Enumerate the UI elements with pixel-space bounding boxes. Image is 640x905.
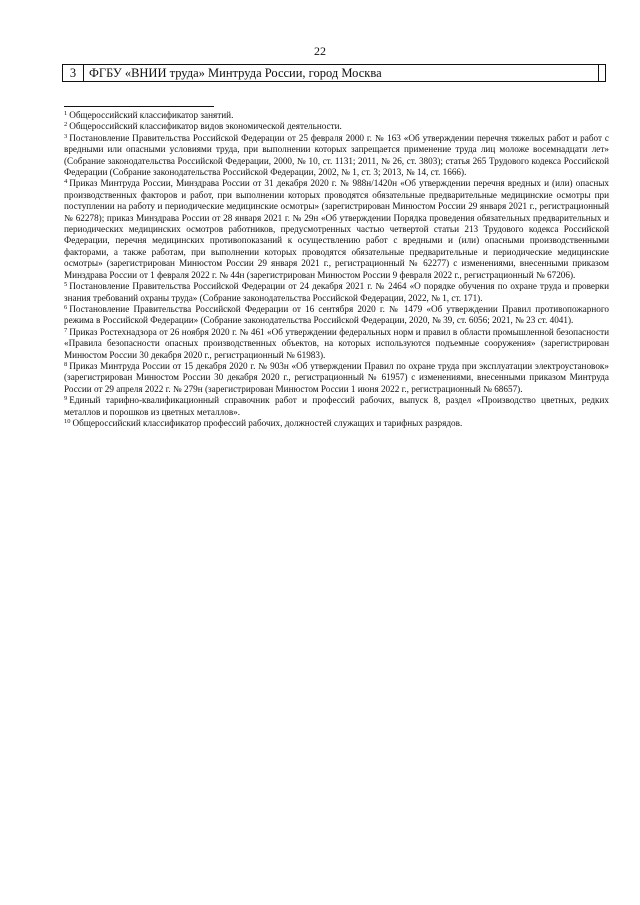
footnote-mark: 1: [64, 110, 68, 117]
footnote-text: Постановление Правительства Российской Федерации от 16 сентября 2020 г. № 1479 «Об утверждении Правил противопожарного режима в Российской Федерации» (Собрание законодательства Российской Федерации, 2020, № 39, ст. 6056; 2021, № 23 ст. 4041).: [64, 303, 609, 326]
footnote-text: Единый тарифно-квалификационный справочник работ и профессий рабочих, выпуск 8, раздел «Производство цветных, редких металлов и порошков из цветных металлов».: [64, 395, 609, 417]
footnote-mark: 9: [64, 395, 68, 403]
footnote-10: [64, 418, 609, 429]
footnote-9: [64, 395, 609, 418]
footnote-1: [64, 110, 609, 121]
footnote-separator: [64, 106, 214, 107]
footnote-text: Приказ Минтруда России от 15 декабря 2020 г. № 903н «Об утверждении Правил по охране труда при эксплуатации электроустановок» (зарегистрирован Минюстом России 30 декабря 2020 г., регистрационный № 61957) с изменениями, внесенными приказом Минтруда России от 29 апреля 2022 г. № 279н (зарегистрирован Минюстом России 1 июня 2022 г., регистрационный № 68657).: [64, 360, 609, 394]
footnote-mark: 7: [64, 326, 68, 334]
footnote-text: Приказ Ростехнадзора от 26 ноября 2020 г. № 461 «Об утверждении федеральных норм и правил в области промышленной безопасности «Правила безопасности опасных производственных объектов, на которых используются подъемные сооружения» (зарегистрирован Минюстом России 30 декабря 2020 г., регистрационный № 61983).: [64, 326, 609, 360]
footnote-mark: 5: [64, 281, 68, 289]
footnote-6: [64, 304, 609, 327]
footnotes: [64, 110, 609, 429]
organization-name: ФГБУ «ВНИИ труда» Минтруда России, город Москва: [89, 66, 382, 80]
footnote-text: Постановление Правительства Российской Федерации от 25 февраля 2000 г. № 163 «Об утверждении перечня тяжелых работ и работ с вредными или опасными условиями труда, при выполнении которых запрещается применение труда лиц моложе восемнадцати лет» (Собрание законодательства Российской Федерации, 2000, № 10, ст. 1131; 2011, № 26, ст. 3803); статья 265 Трудового кодекса Российской Федерации (Собрание законодательства Российской Федерации, 2002, № 1, ст. 3; 2013, № 14, ст. 1666).: [64, 132, 609, 178]
footnote-text: Приказ Минтруда России, Минздрава России от 31 декабря 2020 г. № 988н/1420н «Об утверждении перечня вредных и (или) опасных производственных факторов и работ, при выполнении которых проводятся обязательные предварительные медицинские осмотры при поступлении на работу и периодические медицинские осмотры» (зарегистрирован Минюстом России 29 января 2021 г., регистрационный № 62278); приказ Минздрава России от 28 января 2021 г. № 29н «Об утверждении Порядка проведения обязательных предварительных и периодических медицинских осмотров работников, предусмотренных частью четвертой статьи 213 Трудового кодекса Российской Федерации, перечня медицинских противопоказаний к осуществлению работ с вредными и (или) опасными производственными факторами, а также работам, при выполнении которых проводятся обязательные предварительные и периодические медицинские осмотры» (зарегистрирован Минюстом России 29 января 2021 г., регистрационный № 62277) с изменениями, внесенными приказом Минздрава России от 1 февраля 2022 г. № 44н (зарегистрирован Минюстом России 9 февраля 2022 г., регистрационный № 67206).: [64, 178, 609, 280]
footnote-mark: 3: [64, 132, 68, 140]
footnote-mark: 4: [64, 178, 68, 186]
footnote-mark: 2: [64, 121, 68, 129]
footnote-7: [64, 327, 609, 361]
footnote-2: [64, 121, 609, 132]
footnote-8: [64, 361, 609, 395]
footnote-4: [64, 178, 609, 281]
footnote-5: [64, 281, 609, 304]
organization-table-row: [62, 64, 606, 82]
footnote-text: Постановление Правительства Российской Федерации от 24 декабря 2021 г. № 2464 «О порядке обучения по охране труда и проверки знания требований охраны труда» (Собрание законодательства Российской Федерации, 2022, № 1, ст. 171).: [64, 281, 609, 303]
footnote-text: Общероссийский классификатор видов экономической деятельности.: [69, 121, 342, 132]
footnote-mark: 8: [64, 360, 68, 368]
footnote-3: [64, 133, 609, 179]
footnote-mark: 10: [64, 417, 71, 425]
footnote-mark: 6: [64, 303, 68, 311]
organization-row-number: 3: [63, 65, 84, 81]
page-number: 22: [314, 44, 326, 58]
footnote-text: Общероссийский классификатор занятий.: [69, 110, 234, 120]
footnote-text: Общероссийский классификатор профессий рабочих, должностей служащих и тарифных разрядов.: [72, 417, 463, 428]
